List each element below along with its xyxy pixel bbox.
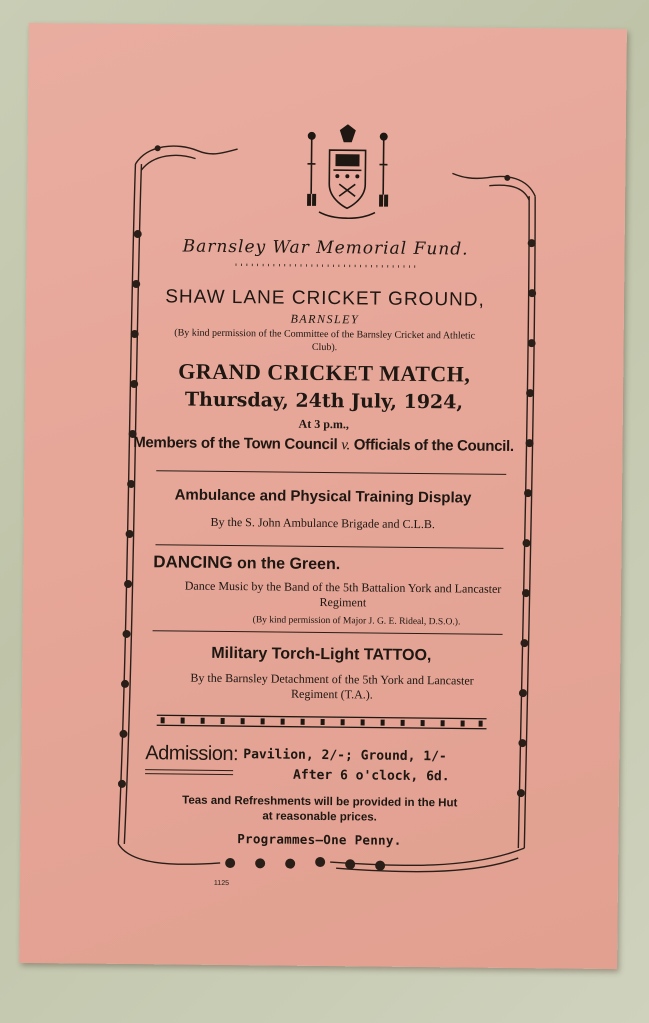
- ground-permission-note: (By kind permission of the Committee of the Barnsley Cricket and Athletic Club).: [174, 327, 476, 354]
- refreshments-line-1: Teas and Refreshments will be provided in the Hut: [182, 794, 458, 810]
- dancing-heading: [153, 552, 340, 574]
- team-a: Members of the Town Council: [133, 434, 338, 454]
- dancing-word: DANCING: [153, 552, 233, 573]
- programmes-price: Programmes—One Penny.: [237, 831, 402, 848]
- printer-mark: 1125: [213, 879, 230, 888]
- versus: v.: [341, 437, 351, 454]
- dancing-rest: on the Green.: [236, 555, 341, 574]
- ambulance-subtext: By the S. John Ambulance Brigade and C.L.B.: [210, 514, 435, 532]
- tattoo-subtext: By the Barnsley Detachment of the 5th York and Lancaster Regiment (T.A.).: [190, 670, 474, 702]
- match-date: Thursday, 24th July, 1924,: [184, 388, 464, 414]
- dotted-divider: '''''''''''''''''''''''''''''''''': [233, 263, 418, 275]
- match-title: GRAND CRICKET MATCH,: [178, 358, 471, 387]
- dancing-subtext: Dance Music by the Band of the 5th Battalion York and Lancaster Regiment: [184, 578, 502, 610]
- admission-label: Admission:: [145, 742, 239, 766]
- admission-after-six: After 6 o'clock, 6d.: [292, 767, 450, 785]
- refreshments-note: [21, 792, 619, 828]
- dancing-permission-note: (By kind permission of Major J. G. E. Rideal, D.S.O.).: [252, 615, 461, 628]
- admission-prices: Pavilion, 2/-; Ground, 1/-: [243, 747, 447, 765]
- barnsley-coat-of-arms: [289, 124, 406, 225]
- team-b: Officials of the Council.: [353, 436, 514, 455]
- tattoo-heading: Military Torch-Light TATTOO,: [211, 644, 432, 665]
- ambulance-heading: Ambulance and Physical Training Display: [174, 486, 472, 507]
- ground-name: SHAW LANE CRICKET GROUND,: [165, 286, 485, 311]
- match-time: At 3 p.m.,: [298, 416, 349, 432]
- fund-heading: Barnsley War Memorial Fund.: [182, 236, 469, 260]
- town-name: BARNSLEY: [290, 311, 360, 327]
- poster-sheet: [19, 23, 627, 969]
- refreshments-line-2: at reasonable prices.: [262, 810, 377, 824]
